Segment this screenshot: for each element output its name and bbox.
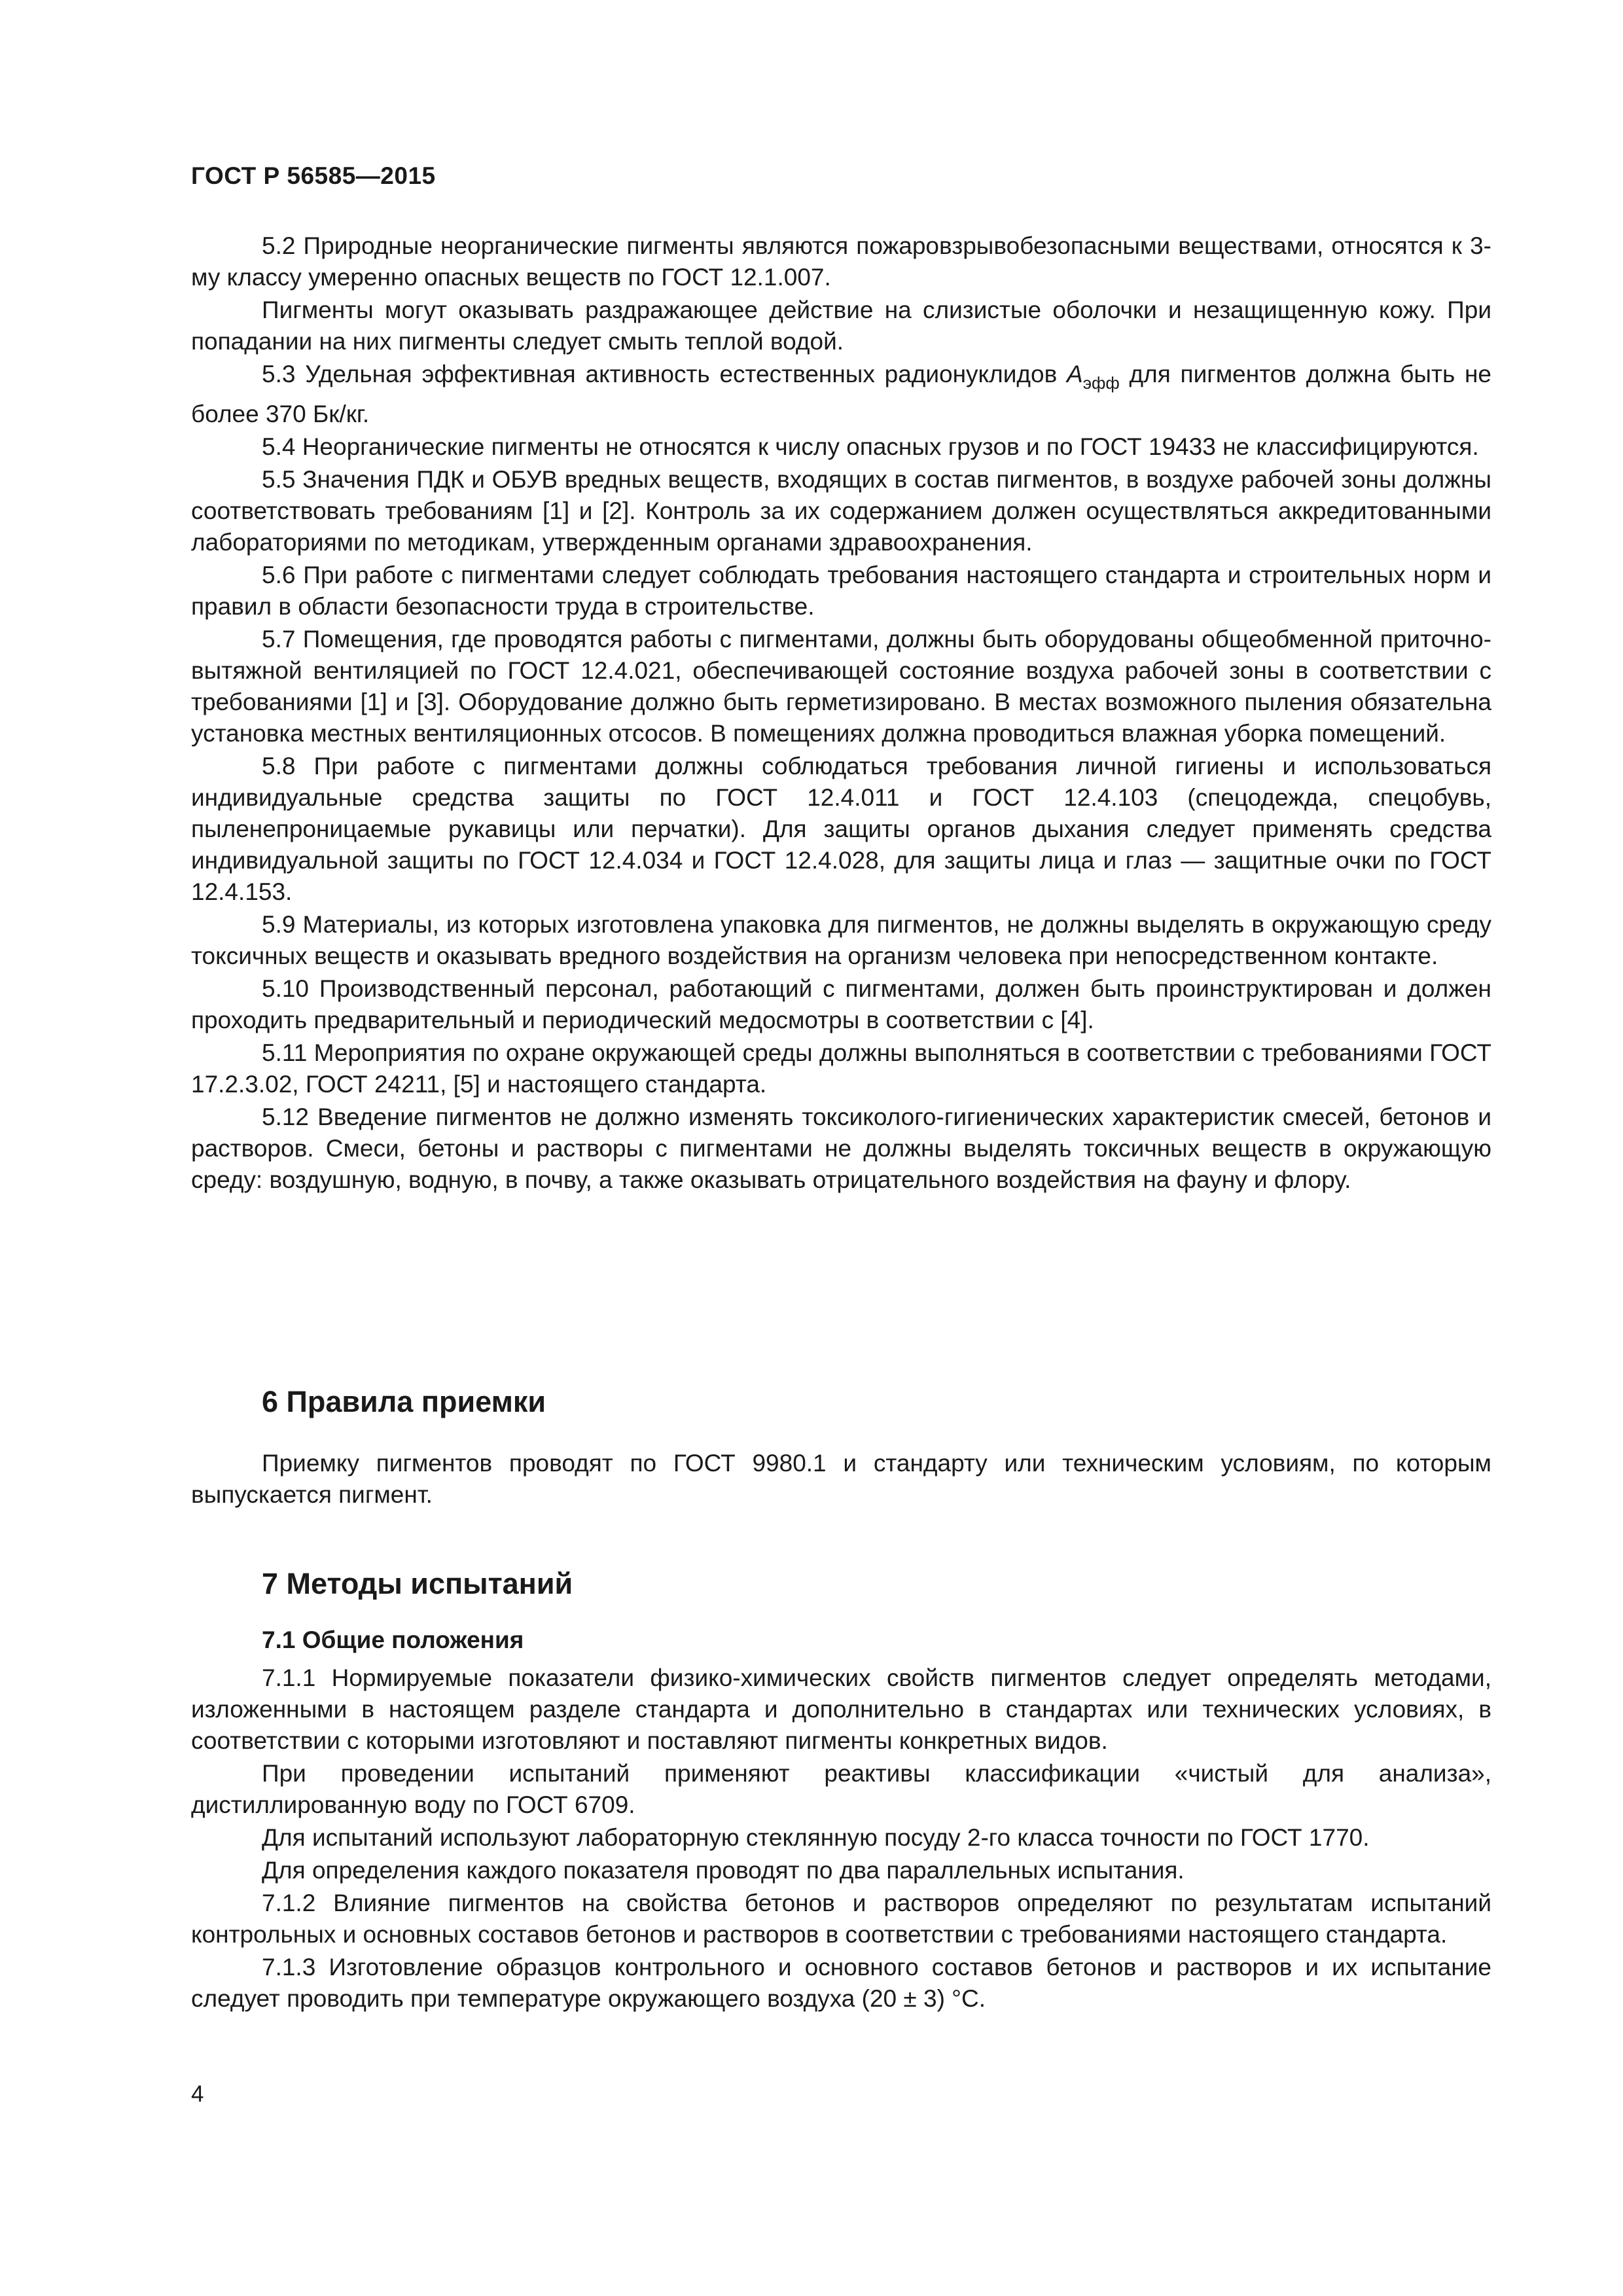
activity-subscript: эфф xyxy=(1082,373,1120,393)
paragraph-5-2: 5.2 Природные неорганические пигменты являются пожаровзрывобезопасными веществами, относятся к 3-му классу умеренно опасных веществ по ГОСТ 12.1.007. xyxy=(191,232,1491,291)
paragraph-7-1-1-glassware: Для испытаний используют лабораторную стеклянную посуду 2-го класса точности по ГОСТ 1770. xyxy=(262,1824,1370,1851)
section-7-heading: 7 Методы испытаний xyxy=(262,1567,573,1600)
paragraph-7-1-3: 7.1.3 Изготовление образцов контрольного и основного составов бетонов и растворов и их испытание следует проводить при температуре окружающего воздуха (20 ± 3) °С. xyxy=(191,1954,1491,2012)
paragraph-7-1-2: 7.1.2 Влияние пигментов на свойства бетонов и растворов определяют по результатам испытаний контрольных и основных составов бетонов и растворов в соответствии с требованиями настоящего стандарта. xyxy=(191,1890,1491,1948)
paragraph-5-10: 5.10 Производственный персонал, работающий с пигментами, должен быть проинструктирован и должен проходить предварительный и периодический медосмотры в соответствии с [4]. xyxy=(191,975,1491,1033)
section-7-block xyxy=(191,1568,1491,2015)
section-5-block xyxy=(191,230,1491,1196)
paragraph-5-6: 5.6 При работе с пигментами следует соблюдать требования настоящего стандарта и строительных норм и правил в области безопасности труда в строительстве. xyxy=(191,562,1491,620)
paragraph-5-9: 5.9 Материалы, из которых изготовлена упаковка для пигментов, не должны выделять в окружающую среду токсичных веществ и оказывать вредного воздействия на организм человека при непосредственном контакте. xyxy=(191,911,1491,969)
paragraph-5-5: 5.5 Значения ПДК и ОБУВ вредных веществ, входящих в состав пигментов, в воздухе рабочей зоны должны соответствовать требованиям [1] и [2]. Контроль за их содержанием должен осуществляться аккредитованными лабораториями по методикам, утвержденным органами здравоохранения. xyxy=(191,466,1491,556)
paragraph-5-7: 5.7 Помещения, где проводятся работы с пигментами, должны быть оборудованы общеобменной приточно-вытяжной вентиляцией по ГОСТ 12.4.021, обеспечивающей состояние воздуха рабочей зоны в соответствии с требованиями [1] и [3]. Оборудование должно быть герметизировано. В местах возможного пыления обязательна установка местных вентиляционных отсосов. В помещениях должна проводиться влажная уборка помещений. xyxy=(191,626,1491,747)
section-6-heading: 6 Правила приемки xyxy=(262,1385,546,1418)
paragraph-5-3-text-b: для пигментов должна быть не более 370 Бк/кг. xyxy=(191,361,1492,427)
paragraph-7-1-1-parallel: Для определения каждого показателя проводят по два параллельных испытания. xyxy=(262,1857,1185,1884)
paragraph-5-3-text-a: 5.3 Удельная эффективная активность естественных радионуклидов xyxy=(262,361,1067,387)
paragraph-5-3 xyxy=(191,359,1491,430)
paragraph-5-4: 5.4 Неорганические пигменты не относятся к числу опасных грузов и по ГОСТ 19433 не классифицируются. xyxy=(262,433,1479,460)
paragraph-5-12: 5.12 Введение пигментов не должно изменять токсиколого-гигиенических характеристик смесей, бетонов и растворов. Смеси, бетоны и растворы с пигментами не должны выделять токсичных веществ в окружающую среду: воздушную, водную, в почву, а также оказывать отрицательного воздействия на фауну и флору. xyxy=(191,1103,1491,1193)
paragraph-6: Приемку пигментов проводят по ГОСТ 9980.1 и стандарту или техническим условиям, по которым выпускается пигмент. xyxy=(191,1450,1491,1508)
paragraph-5-2-cont: Пигменты могут оказывать раздражающее действие на слизистые оболочки и незащищенную кожу. При попадании на них пигменты следует смыть теплой водой. xyxy=(191,296,1491,355)
paragraph-5-8: 5.8 При работе с пигментами должны соблюдаться требования личной гигиены и использоваться индивидуальные средства защиты по ГОСТ 12.4.011 и ГОСТ 12.4.103 (спецодежда, спецобувь, пыленепроницаемые рукавицы или перчатки). Для защиты органов дыхания следует применять средства индивидуальной защиты по ГОСТ 12.4.034 и ГОСТ 12.4.028, для защиты лица и глаз — защитные очки по ГОСТ 12.4.153. xyxy=(191,753,1491,905)
paragraph-7-1-1-reagents: При проведении испытаний применяют реактивы классификации «чистый для анализа», дистиллированную воду по ГОСТ 6709. xyxy=(191,1760,1491,1818)
section-7-1-heading: 7.1 Общие положения xyxy=(262,1626,524,1653)
paragraph-5-11: 5.11 Мероприятия по охране окружающей среды должны выполняться в соответствии с требованиями ГОСТ 17.2.3.02, ГОСТ 24211, [5] и настоящего стандарта. xyxy=(191,1039,1491,1098)
activity-symbol: A xyxy=(1067,361,1083,387)
paragraph-7-1-1: 7.1.1 Нормируемые показатели физико-химических свойств пигментов следует определять методами, изложенными в настоящем разделе стандарта и дополнительно в стандартах или технических условиях, в соответствии с которыми изготовляют и поставляют пигменты конкретных видов. xyxy=(191,1664,1491,1754)
section-6-block xyxy=(191,1386,1491,1511)
page-number: 4 xyxy=(191,2081,204,2107)
document-code-header: ГОСТ Р 56585—2015 xyxy=(191,162,436,189)
